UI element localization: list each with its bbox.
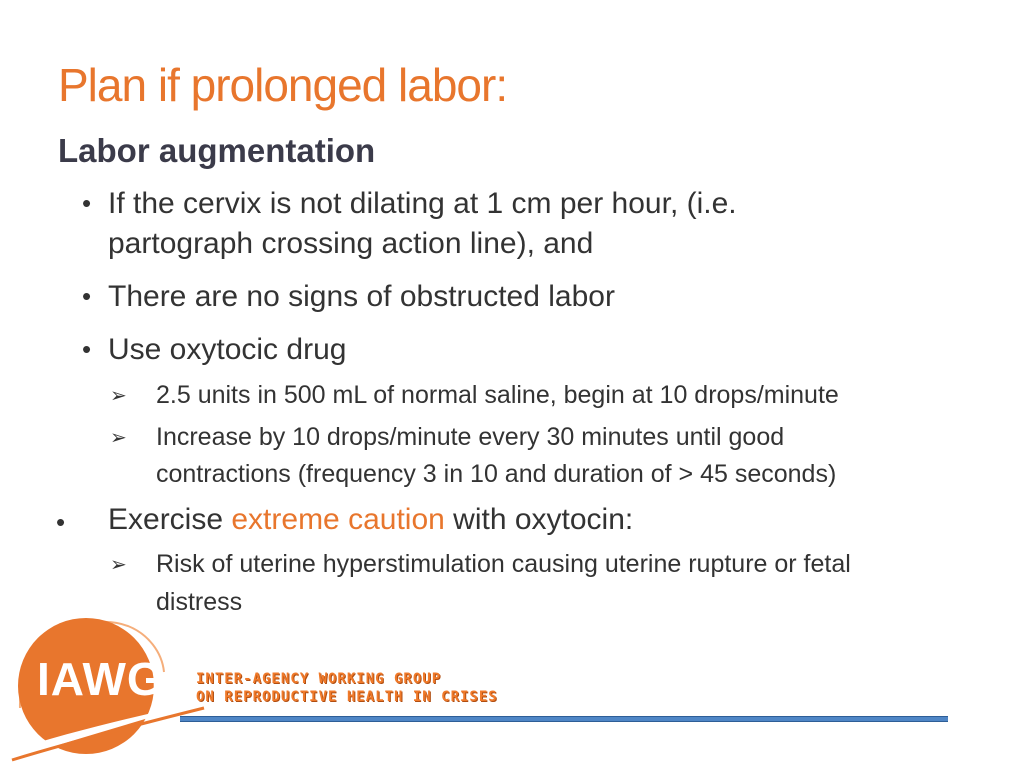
bullet-3-sub-1: 2.5 units in 500 mL of normal saline, begin at 10 drops/minute: [156, 381, 839, 409]
bullet-2: There are no signs of obstructed labor: [108, 280, 615, 313]
org-name-line-1: INTER-AGENCY WORKING GROUP: [196, 671, 442, 687]
bullet-1-line-2: partograph crossing action line), and: [108, 227, 594, 260]
bullet-1-line-1: If the cervix is not dilating at 1 cm per hour, (i.e.: [108, 187, 737, 220]
slide-title: Plan if prolonged labor:: [58, 59, 508, 111]
bullet-dot-icon: •: [82, 334, 92, 364]
iawg-logo: [8, 612, 208, 762]
org-name-line-2: ON REPRODUCTIVE HEALTH IN CRISES: [196, 689, 498, 705]
bullet-4-post: with oxytocin:: [444, 503, 634, 536]
bullet-4-sub-1-line-1: Risk of uterine hyperstimulation causing uterine rupture or fetal: [156, 550, 851, 578]
bullet-dot-icon: •: [82, 188, 92, 218]
bullet-3-sub-2-line-2: contractions (frequency 3 in 10 and duration of > 45 seconds): [156, 460, 837, 488]
bullet-4-pre: Exercise: [108, 503, 232, 536]
arrow-bullet-icon: ➢: [110, 385, 127, 407]
slide-subtitle: Labor augmentation: [58, 132, 376, 169]
arrow-bullet-icon: ➢: [110, 427, 127, 449]
footer-divider: [180, 716, 948, 722]
bullet-4-sub-1-line-2: distress: [156, 588, 243, 616]
bullet-4-accent: extreme caution: [231, 503, 445, 536]
bullet-3: Use oxytocic drug: [108, 333, 347, 366]
org-name: [196, 670, 498, 706]
logo-text: IAWG: [37, 653, 164, 705]
bullet-3-sub-2-line-1: Increase by 10 drops/minute every 30 minutes until good: [156, 423, 785, 451]
bullet-dot-icon: •: [56, 507, 66, 537]
arrow-bullet-icon: ➢: [110, 554, 127, 576]
bullet-dot-icon: •: [82, 281, 92, 311]
bullet-4: [108, 503, 633, 537]
